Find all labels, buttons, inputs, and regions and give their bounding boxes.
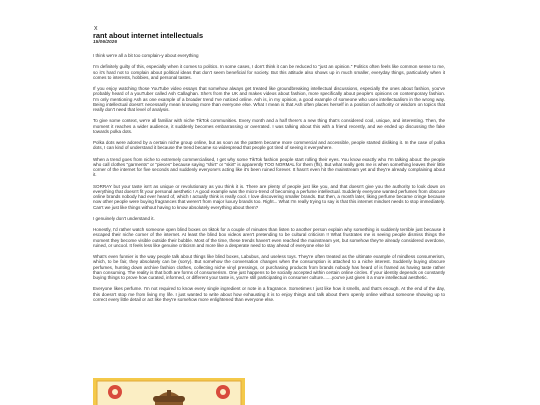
article-title: rant about internet intellectuals	[93, 31, 204, 40]
paragraph: Polka dots were adored by a certain niche group online, but as soon as the pattern became more commercial and accessible, people started disliking it. In the case of polka dots, I can kind of understand it because the trend became so widespread that people got tired of seeing it everywhere.	[93, 140, 445, 151]
paragraph: What's even funnier is the way people talk about things like blind boxes, Labubus, and useless toys. They're often treated as the ultimate example of mindless consumerism, which, to be fair, they absolutely can be (sorry). But somehow the conversation changes when the consumption is attached to a niche interest. Suddenly buying obscure perfumes, hunting down archive fashion clothes, collecting niche vinyl pressings, or purchasing products from brands nobody has heard of is framed as having taste rather than consuming. The reality is that both are forms of consumerism. One just happens to be socially accepted within certain online circles. If your identity depends on constantly buying things to prove how curated, informed, or different your taste is, you're still participating in consumer culture.......you've just given it a more intellectual aesthetic.	[93, 254, 445, 280]
paragraph: I think we're all a bit too complain-y about everything	[93, 53, 199, 58]
paragraph: Honestly, I'd rather watch someone open blind boxes on tiktok for a couple of minutes than listen to another person explain why something is suddenly terrible just because it escaped their niche corner of the internet. At least the blind box videos aren't pretending to be cultural criticism !! What frustrates me is seeing people dismiss things the moment they become visible outside their bubble. Most of the time, these trends haven't even reached the mainstream yet, but somehow they're already considered overdone, ruined, or uncool. It feels less like genuine criticism and more like a desperate need to stay ahead of everyone else lol	[93, 227, 445, 248]
paragraph: Everyone likes perfume. I'm not required to know every single ingredient or note in a fragrance. Sometimes I just like how it smells, and that's enough. At the end of the day, this doesn't stop me from living my life. I just wanted to write about how exhausting it is to enjoy things and talk about them openly online without someone showing up to correct every little detail or act like they're somehow more enlightened than everyone else.	[93, 286, 445, 302]
article	[93, 31, 445, 308]
close-icon[interactable]: x	[94, 25, 98, 32]
article-date: 15/06/2026	[93, 40, 118, 45]
paragraph: To give some context, we're all familiar with niche TikTok communities. Every month and a half there's a new thing that's considered cool, unique, and interesting. Then, the moment it reaches a wider audience, it suddenly becomes embarrassing or overrated. I was talking about this with a friend recently, and we ended up discussing the fake towards polka dots.	[93, 118, 445, 134]
article-image	[93, 378, 245, 405]
paragraph: When a trend goes from niche to extremely commercialised, I get why some TikTok fashion people start rolling their eyes. You know exactly who I'm talking about: the people who call clothes "garments" or "pieces" because saying "shirt" or "skirt" is apparently TOO NORMAL for them (ffs). But what really gets me is when something leaves their little corner of the internet for five seconds and suddenly everyone's acting like it's been ruined forever. It hasn't even hit the mainstream yet and they're already complaining about it.	[93, 156, 445, 178]
illustration	[93, 378, 245, 405]
paragraph: I'm definitely guilty of this, especially when it comes to politics. In some cases, I don't think it can be reduced to "just an opinion." Politics often feels like common sense to me, so it's hard not to complain about political ideas that don't seem beneficial for society. But this attitude also shows up in much smaller, everyday things, particularly when it comes to interests, hobbies, and personal tastes.	[93, 64, 445, 80]
paragraph: SORRAY but your taste isn't as unique or revolutionary as you think it is. There are plenty of people just like you, and that doesn't give you the authority to look down on everything that doesn't fit your personal aesthetic ! A good example was the micro-trend of becoming a perfume intellectual. Suddenly everyone wanted perfumes from obscure online brands nobody had ever heard of, which I actually think is really cool. I love discovering smaller brands. But then, a month later, liking perfume became cringe because now other people were buying fragrances that weren't from major luxury brands too. Right... What I'm really trying to say is that this internet mindset needs to stop immediately. Can't we just like things without having to know absolutely everything about them?	[93, 183, 445, 210]
paragraph: I genuinely don't understand it.	[93, 215, 155, 221]
paragraph: If you enjoy watching those YouTube video essays that somehow always get treated like groundbreaking intellectual discussions, especially the ones about fashion, you've probably heard of a youTuber called Ash Callaghan. She's from the UK and makes videos about fashion, more specifically about people's opinions on contemporary fashion. I'm only mentioning Ash as one example of a broader trend I've noticed online. Ash is, in my opinion, a good example of someone who uses intellectualism in the wrong way. Being intellectual doesn't necessarily mean knowing more than everyone else. What I mean is that Ash often places herself in a position of authority or wisdom on topics that really don't need that level of analysis.	[93, 86, 445, 112]
